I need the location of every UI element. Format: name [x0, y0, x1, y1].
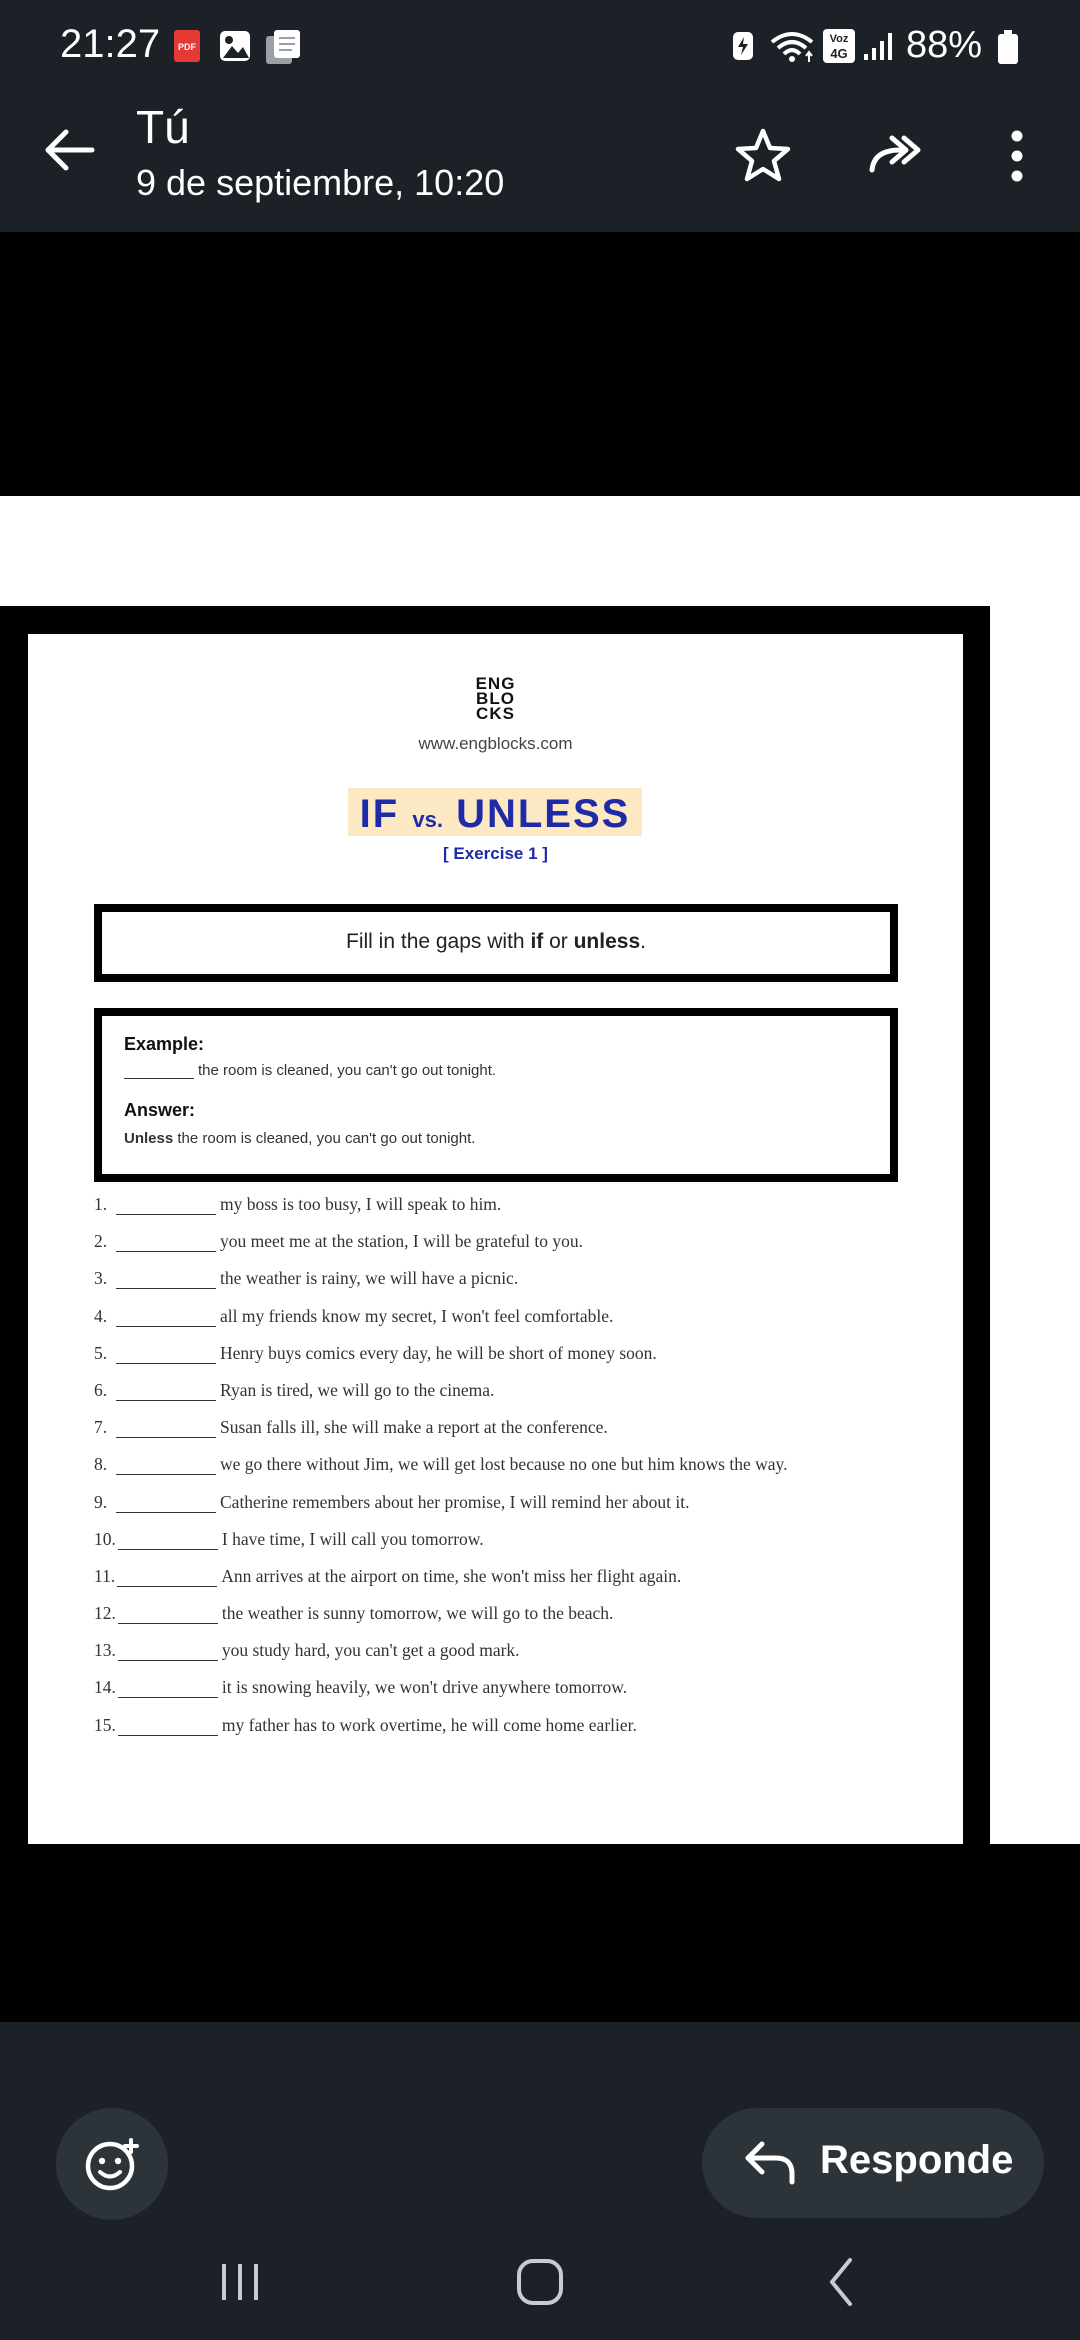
item-blank: [118, 1535, 218, 1550]
answer-sentence: Unless the room is cleaned, you can't go out tonight.: [124, 1130, 476, 1147]
worksheet-url: www.engblocks.com: [418, 734, 573, 753]
exercise-item: [94, 1268, 944, 1305]
exercise-item: [94, 1715, 944, 1752]
item-blank: [118, 1721, 218, 1736]
exercise-item: [94, 1454, 944, 1491]
item-blank: [116, 1423, 216, 1438]
example-blank: [124, 1064, 194, 1079]
svg-text:PDF: PDF: [178, 42, 196, 52]
item-number: 9.: [94, 1491, 108, 1512]
item-text: I have time, I will call you tomorrow.: [221, 1528, 484, 1549]
exercise-item: [94, 1603, 944, 1640]
item-number: 14.: [94, 1677, 116, 1698]
status-time: 21:27: [60, 22, 161, 66]
worksheet-title: IF vs. UNLESS: [359, 792, 631, 836]
files-notification-icon: [262, 28, 304, 66]
item-text: Catherine remembers about her promise, I will remind her about it.: [220, 1491, 690, 1512]
answer-label: Answer:: [124, 1100, 196, 1120]
item-number: 1.: [94, 1194, 108, 1214]
item-blank: [116, 1386, 216, 1401]
exercise-item: [94, 1566, 944, 1603]
exercise-item: [94, 1677, 944, 1714]
item-text: my father has to work overtime, he will come home earlier.: [221, 1714, 637, 1735]
emoji-add-icon: [56, 2108, 168, 2220]
footer-bar: [0, 2022, 1080, 2340]
example-sentence: the room is cleaned, you can't go out tonight.: [124, 1062, 496, 1079]
emoji-reaction-button[interactable]: [56, 2108, 168, 2220]
item-text: Susan falls ill, she will make a report at the conference.: [220, 1417, 608, 1438]
exercise-item: [94, 1640, 944, 1677]
item-blank: [118, 1683, 218, 1698]
item-number: 13.: [94, 1640, 116, 1661]
item-blank: [116, 1274, 216, 1289]
back-arrow-icon[interactable]: [40, 120, 100, 180]
item-blank: [116, 1200, 216, 1215]
item-number: 8.: [94, 1454, 108, 1475]
item-blank: [116, 1312, 216, 1327]
item-text: you study hard, you can't get a good mark.: [221, 1640, 520, 1661]
item-text: Henry buys comics every day, he will be short of money soon.: [220, 1342, 657, 1363]
item-number: 10.: [94, 1528, 116, 1549]
exercise-item: [94, 1529, 944, 1566]
instruction-box: [94, 904, 898, 982]
reply-icon: [740, 2136, 800, 2190]
battery-percent: 88%: [906, 24, 983, 66]
item-text: my boss is too busy, I will speak to him.: [220, 1194, 502, 1214]
exercise-item: [94, 1380, 944, 1417]
wifi-icon: [768, 28, 816, 66]
recents-icon[interactable]: [210, 2252, 270, 2312]
reply-button[interactable]: [702, 2108, 1044, 2218]
nav-back-icon[interactable]: [812, 2252, 872, 2312]
star-icon[interactable]: [733, 126, 793, 186]
more-vert-icon[interactable]: [987, 126, 1047, 186]
item-blank: [116, 1460, 216, 1475]
message-date: 9 de septiembre, 10:20: [136, 162, 505, 203]
exercise-item: [94, 1306, 944, 1343]
item-text: Ann arrives at the airport on time, she won't miss her flight again.: [221, 1565, 682, 1586]
battery-icon: [996, 28, 1020, 66]
engblocks-logo: ENG BLO CKS: [475, 674, 516, 723]
instruction-text: Fill in the gaps with if or unless.: [346, 930, 646, 953]
item-text: it is snowing heavily, we won't drive anywhere tomorrow.: [221, 1677, 628, 1698]
item-blank: [118, 1646, 218, 1661]
item-text: the weather is rainy, we will have a picnic.: [220, 1268, 519, 1289]
signal-icon: [862, 28, 896, 64]
exercise-item: [94, 1231, 944, 1268]
item-blank: [116, 1349, 216, 1364]
status-bar: [0, 0, 1080, 96]
exercise-item: [94, 1492, 944, 1529]
battery-saver-icon: [730, 28, 756, 64]
exercise-item: [94, 1343, 944, 1380]
item-number: 3.: [94, 1268, 108, 1289]
item-blank: [116, 1237, 216, 1252]
item-number: 12.: [94, 1603, 116, 1624]
item-number: 2.: [94, 1231, 108, 1252]
svg-text:4G: 4G: [830, 46, 848, 61]
item-text: we go there without Jim, we will get lost because no one but him knows the way.: [220, 1454, 788, 1475]
item-number: 15.: [94, 1714, 116, 1735]
worksheet-subtitle: [ Exercise 1 ]: [443, 844, 548, 863]
exercise-item: [94, 1194, 944, 1231]
svg-text:Voz: Voz: [829, 33, 849, 45]
item-text: the weather is sunny tomorrow, we will go to the beach.: [221, 1603, 614, 1624]
item-number: 7.: [94, 1417, 108, 1438]
home-icon[interactable]: [510, 2252, 570, 2312]
exercise-list: [94, 1194, 944, 1752]
item-blank: [117, 1572, 217, 1587]
forward-icon[interactable]: [866, 126, 926, 186]
item-number: 11.: [94, 1565, 116, 1586]
network-type-icon: [822, 28, 856, 66]
item-text: Ryan is tired, we will go to the cinema.: [220, 1379, 495, 1400]
exercise-item: [94, 1417, 944, 1454]
pdf-notification-icon: [172, 28, 202, 64]
item-number: 4.: [94, 1305, 108, 1326]
example-box: [94, 1008, 898, 1182]
item-number: 5.: [94, 1342, 108, 1363]
message-header: [0, 96, 1080, 232]
title-highlight: [348, 788, 642, 836]
item-text: all my friends know my secret, I won't feel comfortable.: [220, 1305, 614, 1326]
item-blank: [116, 1498, 216, 1513]
reply-label: Responde: [820, 2138, 1014, 2182]
item-text: you meet me at the station, I will be grateful to you.: [220, 1231, 584, 1252]
gallery-notification-icon: [218, 28, 252, 64]
item-number: 6.: [94, 1379, 108, 1400]
item-blank: [118, 1609, 218, 1624]
worksheet-page: [28, 634, 963, 1844]
example-label: Example:: [124, 1034, 205, 1054]
sender-name: Tú: [136, 101, 190, 153]
